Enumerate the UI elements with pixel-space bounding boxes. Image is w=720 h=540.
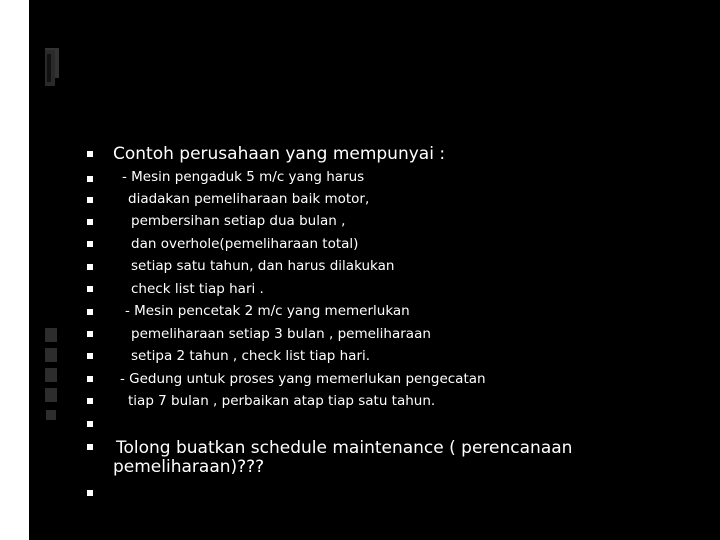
bullet-icon (87, 286, 93, 292)
bullet-icon (87, 376, 93, 382)
decorative-block (45, 368, 57, 382)
bullet-icon (87, 151, 93, 157)
slide-line: - Mesin pengaduk 5 m/c yang harus (122, 169, 365, 185)
bullet-icon (87, 197, 93, 203)
bullet-icon (87, 353, 93, 359)
slide-line: check list tiap hari . (131, 281, 264, 297)
slide-line: Tolong buatkan schedule maintenance ( perencanaan (116, 438, 573, 458)
decorative-block (46, 410, 56, 420)
bullet-icon (87, 241, 93, 247)
slide-line: setiap satu tahun, dan harus dilakukan (131, 258, 395, 274)
slide-line: setipa 2 tahun , check list tiap hari. (131, 348, 371, 364)
decorative-block (45, 328, 57, 342)
slide-line: Contoh perusahaan yang mempunyai : (113, 144, 446, 164)
slide-line: - Gedung untuk proses yang memerlukan pengecatan (120, 371, 486, 387)
bullet-icon (87, 444, 93, 450)
slide-line: diadakan pemeliharaan baik motor, (128, 191, 370, 207)
bullet-icon (87, 176, 93, 182)
bullet-icon (87, 490, 93, 496)
slide-line: pemeliharaan setiap 3 bulan , pemeliharaan (131, 326, 431, 342)
decorative-block (45, 388, 57, 402)
bullet-icon (87, 309, 93, 315)
bullet-icon (87, 398, 93, 404)
decorative-block (45, 348, 57, 362)
slide-line: - Mesin pencetak 2 m/c yang memerlukan (125, 303, 410, 319)
bullet-icon (87, 331, 93, 337)
bullet-icon (87, 264, 93, 270)
slide-line: pembersihan setiap dua bulan , (131, 213, 346, 229)
slide-line: pemeliharaan)??? (113, 457, 265, 477)
bullet-icon (87, 219, 93, 225)
slide-line: tiap 7 bulan , perbaikan atap tiap satu tahun. (128, 393, 436, 409)
decorative-bar (47, 54, 51, 82)
slide-line: dan overhole(pemeliharaan total) (131, 236, 359, 252)
left-margin-strip (0, 0, 29, 540)
bullet-icon (87, 421, 93, 427)
